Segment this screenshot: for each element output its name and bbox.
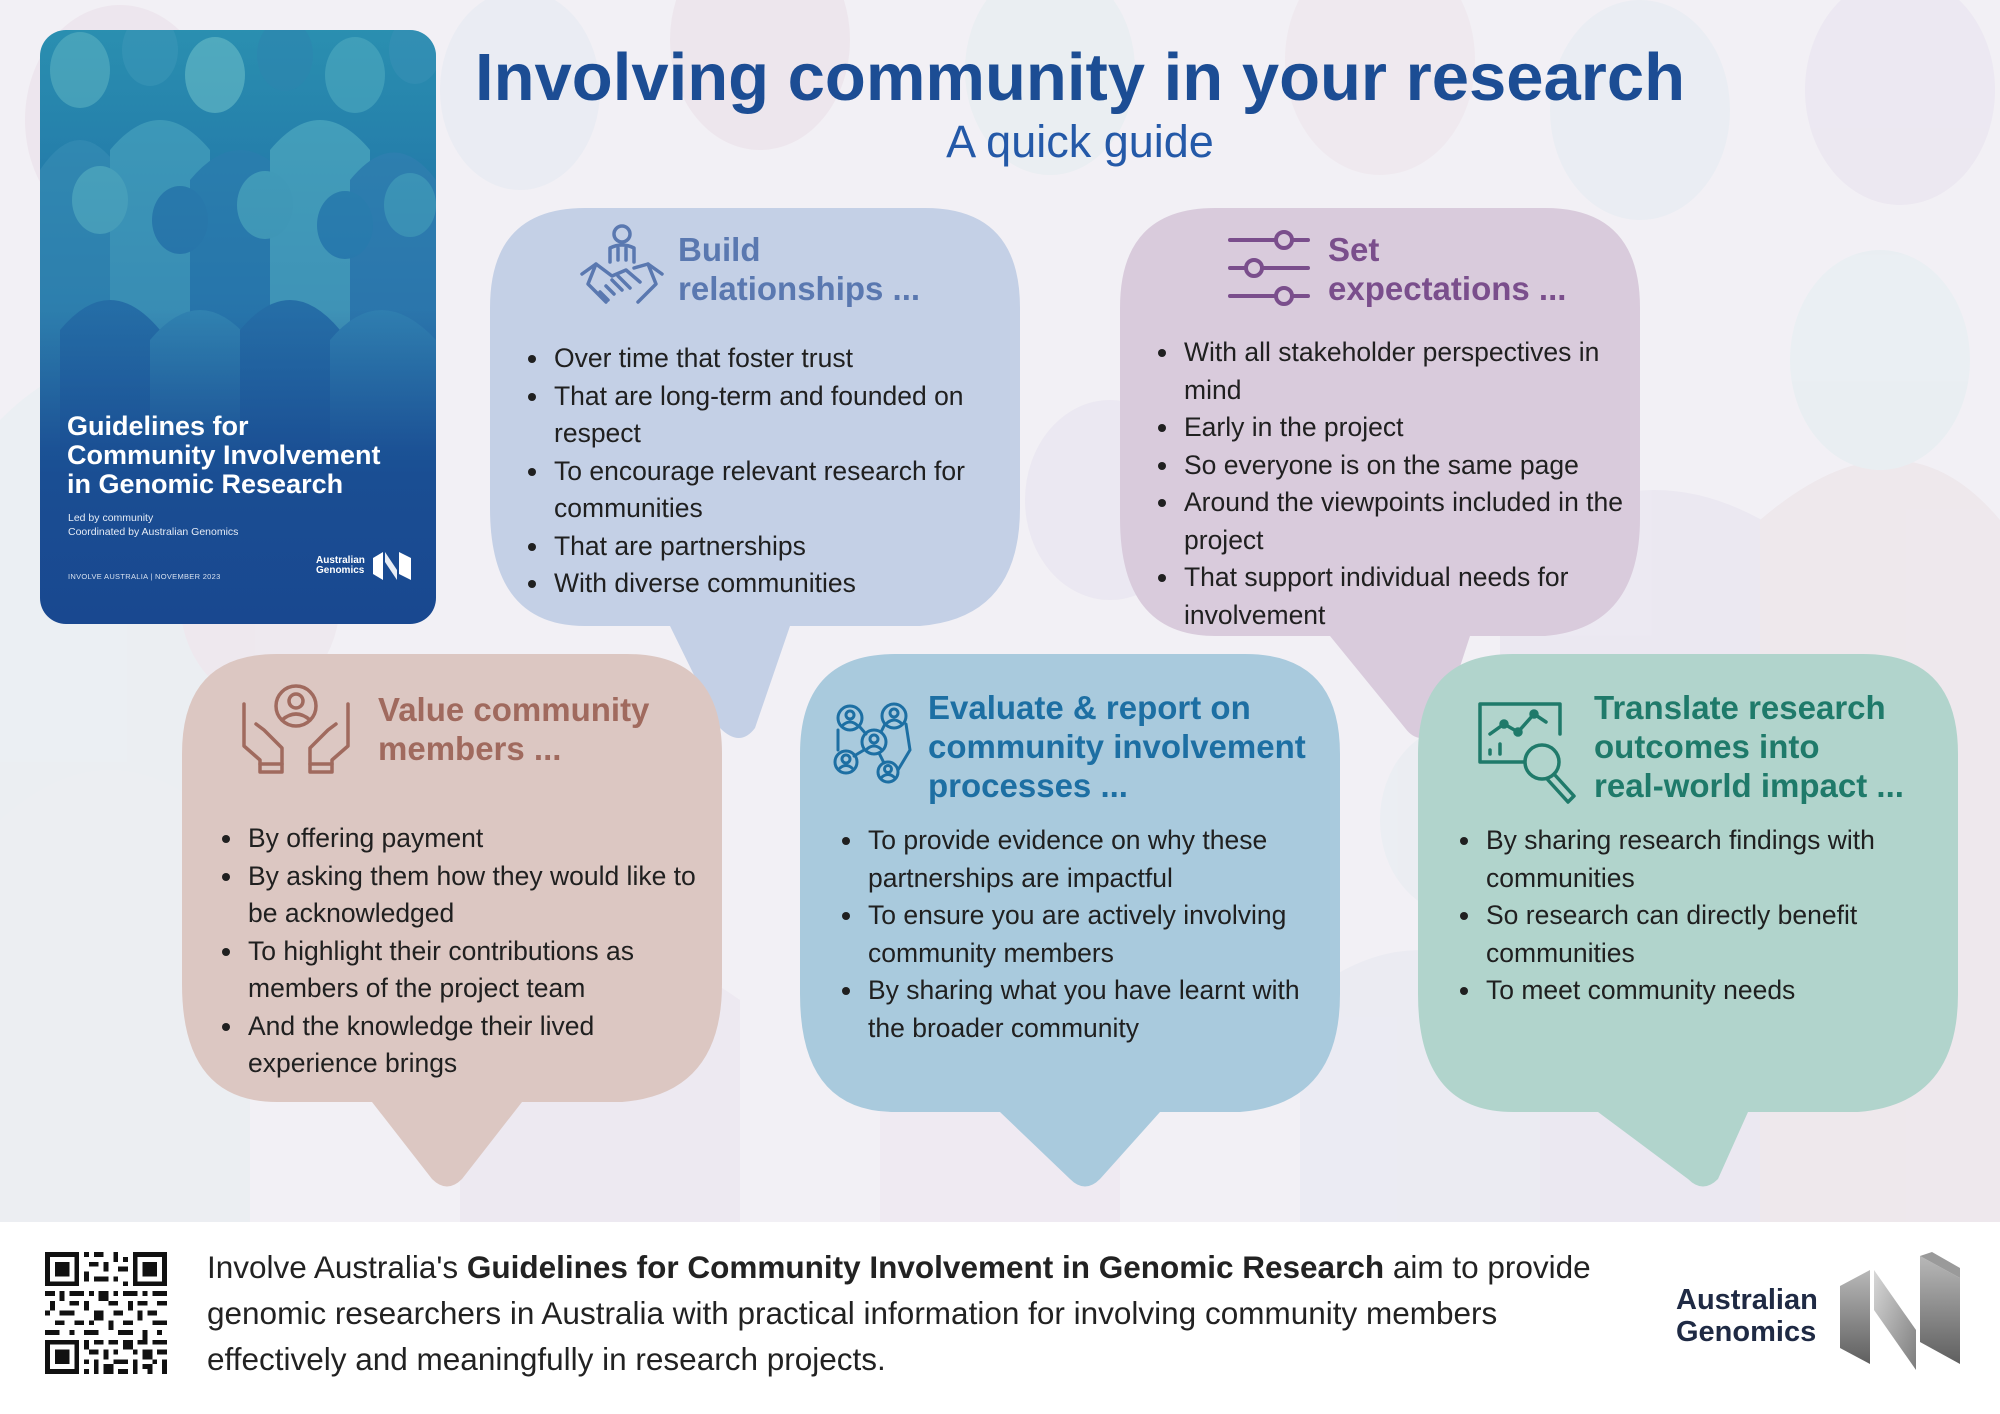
people-silhouettes-graphic	[40, 30, 436, 450]
cover-title	[67, 412, 427, 499]
list-item: Around the viewpoints included in the project	[1156, 484, 1626, 559]
network-people-icon	[832, 700, 916, 784]
list-item: With all stakeholder perspectives in mind	[1156, 334, 1626, 409]
list-item: By offering payment	[220, 820, 710, 858]
value-heading-line: Value community	[378, 691, 650, 728]
list-item: To highlight their contributions as members of the project team	[220, 933, 710, 1008]
list-item: By sharing what you have learnt with the broader community	[840, 972, 1320, 1047]
translate-list	[1458, 822, 1938, 1010]
cover-title-line: Community Involvement	[67, 440, 381, 470]
cover-logo	[316, 548, 413, 584]
page-subtitle: A quick guide	[946, 116, 1214, 167]
list-item: So everyone is on the same page	[1156, 447, 1626, 485]
expectations-list	[1156, 334, 1626, 634]
value-list	[220, 820, 710, 1083]
cover-title-line: in Genomic Research	[67, 469, 344, 499]
translate-heading-line: outcomes into	[1594, 728, 1820, 765]
australian-genomics-mark-icon	[1836, 1252, 1964, 1380]
cover-led-by: Led by community	[68, 512, 154, 524]
list-item: That support individual needs for involvement	[1156, 559, 1626, 634]
expectations-heading-line: Set	[1328, 231, 1380, 268]
chart-magnifier-icon	[1476, 700, 1580, 810]
evaluate-list	[840, 822, 1320, 1047]
page-title: Involving community in your research	[474, 40, 1686, 115]
list-item: To provide evidence on why these partnerships are impactful	[840, 822, 1320, 897]
list-item: Early in the project	[1156, 409, 1626, 447]
evaluate-heading-line: community involvement	[928, 728, 1306, 765]
list-item: To ensure you are actively involving community members	[840, 897, 1320, 972]
value-heading-line: members ...	[378, 730, 562, 767]
translate-heading-line: Translate research	[1594, 689, 1886, 726]
handshake-icon	[578, 224, 666, 314]
footer-text-bold: Guidelines for Community Involvement in Genomic Research	[466, 1249, 1385, 1285]
footer-description	[207, 1244, 1627, 1382]
qr-code-icon[interactable]	[45, 1252, 167, 1374]
cover-logo-line: Australian	[316, 555, 365, 566]
evaluate-report-bubble	[800, 654, 1340, 1192]
footer-text-end: aim to provide genomic researchers in Australia with practical information for involving community members effectively and meaningfully in research projects.	[207, 1249, 1591, 1377]
translate-research-bubble	[1418, 654, 1958, 1192]
cover-title-line: Guidelines for	[67, 411, 249, 441]
list-item: That are long-term and founded on respect	[526, 378, 996, 453]
cover-coordinated-by: Coordinated by Australian Genomics	[68, 526, 239, 538]
hands-person-icon	[240, 684, 352, 774]
list-item: That are partnerships	[526, 528, 996, 566]
build-heading-line: Build	[678, 231, 761, 268]
value-members-bubble	[182, 654, 722, 1190]
cover-logo-line: Genomics	[316, 565, 365, 576]
logo-text-line: Genomics	[1676, 1316, 1817, 1348]
australian-genomics-logo-icon	[371, 548, 413, 584]
cover-credits	[68, 511, 238, 539]
list-item: With diverse communities	[526, 565, 996, 603]
cover-footer: INVOLVE AUSTRALIA | NOVEMBER 2023	[68, 572, 221, 581]
list-item: By asking them how they would like to be acknowledged	[220, 858, 710, 933]
sliders-icon	[1226, 228, 1312, 310]
list-item: By sharing research findings with communities	[1458, 822, 1938, 897]
australian-genomics-logo	[1676, 1252, 1964, 1380]
guidelines-cover	[40, 30, 436, 624]
logo-text-line: Australian	[1676, 1284, 1818, 1316]
evaluate-heading-line: Evaluate & report on	[928, 689, 1251, 726]
footer	[0, 1222, 2000, 1414]
list-item: To encourage relevant research for communities	[526, 453, 996, 528]
build-list	[526, 340, 996, 603]
translate-heading-line: real-world impact ...	[1594, 767, 1904, 804]
build-heading-line: relationships ...	[678, 270, 921, 307]
footer-text-start: Involve Australia's	[207, 1249, 467, 1285]
list-item: And the knowledge their lived experience brings	[220, 1008, 710, 1083]
expectations-heading-line: expectations ...	[1328, 270, 1567, 307]
evaluate-heading-line: processes ...	[928, 767, 1128, 804]
list-item: So research can directly benefit communities	[1458, 897, 1938, 972]
list-item: To meet community needs	[1458, 972, 1938, 1010]
list-item: Over time that foster trust	[526, 340, 996, 378]
